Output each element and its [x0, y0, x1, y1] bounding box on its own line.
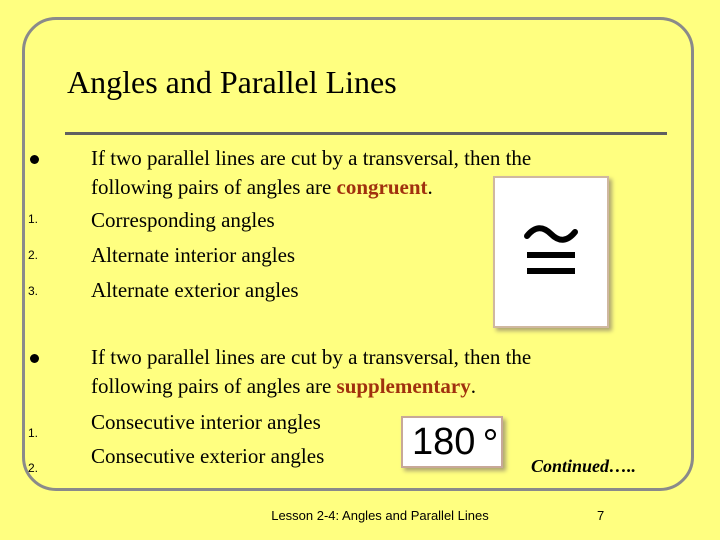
block2-line2: [91, 374, 476, 399]
block1-line2: [91, 175, 433, 200]
congruent-symbol-icon: [495, 178, 607, 326]
list-marker: 1.: [28, 212, 39, 226]
list-item-alt-interior: Alternate interior angles: [91, 243, 296, 267]
list-item-consec-exterior: Consecutive exterior angles: [91, 444, 325, 468]
keyword-supplementary: supplementary: [336, 374, 471, 398]
list-item-consec-interior: Consecutive interior angles: [91, 410, 321, 434]
slide-title: Angles and Parallel Lines: [67, 64, 397, 100]
congruent-symbol-card: [493, 176, 609, 328]
list-marker: 1.: [28, 426, 39, 440]
block2-line2-prefix: following pairs of angles are: [91, 374, 337, 398]
degree-value: 180: [412, 421, 476, 463]
degree-symbol-icon: [485, 429, 496, 440]
block2-line1: If two parallel lines are cut by a transversal, then the: [91, 345, 532, 369]
block1-line2-prefix: following pairs of angles are: [91, 175, 337, 199]
block1-line1: If two parallel lines are cut by a transversal, then the: [91, 146, 532, 170]
block1-line2-suffix: .: [427, 175, 433, 199]
list-marker: 2.: [28, 248, 39, 262]
list-marker: 2.: [28, 461, 39, 475]
title-underline: [65, 132, 667, 135]
list-marker: 3.: [28, 284, 39, 298]
list-item-alt-exterior: Alternate exterior angles: [91, 278, 299, 302]
page-number: 7: [597, 508, 605, 523]
list-item-corresponding: Corresponding angles: [91, 208, 275, 232]
bullet-icon: [30, 155, 39, 164]
keyword-congruent: congruent: [336, 175, 428, 199]
bullet-icon: [30, 354, 39, 363]
block2-line2-suffix: .: [470, 374, 476, 398]
degree-card: [401, 416, 503, 468]
continued-note: Continued…..: [531, 456, 637, 476]
footer-lesson: Lesson 2-4: Angles and Parallel Lines: [271, 508, 489, 523]
